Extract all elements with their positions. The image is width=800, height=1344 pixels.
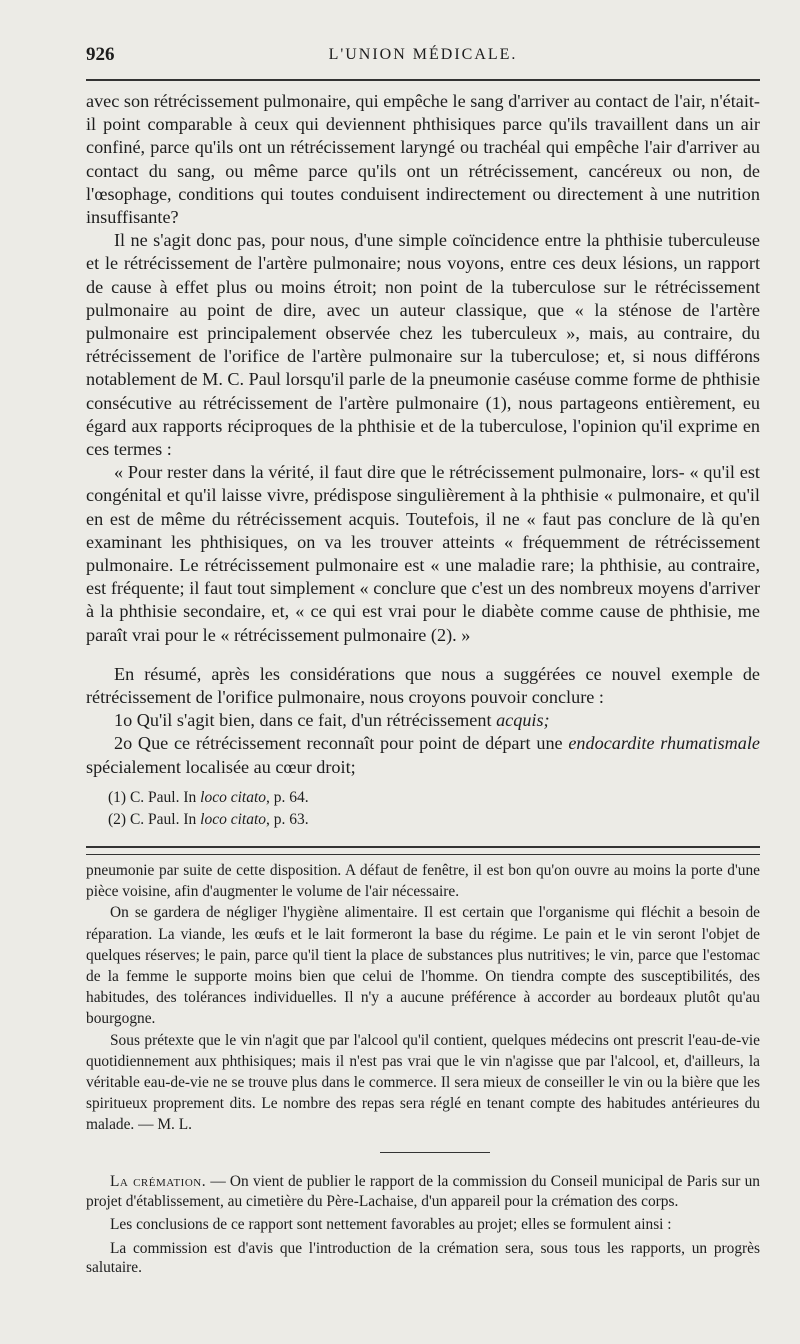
footnote: (2) C. Paul. In loco citato, p. 63. — [108, 810, 309, 828]
header-rule — [86, 79, 760, 81]
page-number: 926 — [86, 44, 115, 65]
paragraph: pneumonie par suite de cette disposition. A défaut de fenêtre, il est bon qu'on ouvre au moins la porte d'une pièce voisine, afin d'augmenter le volume de l'air nécessaire. — [86, 862, 760, 901]
cremation-news — [86, 1172, 760, 1282]
paragraph: La commission est d'avis que l'introduction de la crémation sera, sous tous les rapports, un progrès salutaire. — [86, 1239, 760, 1276]
footnote: (1) C. Paul. In loco citato, p. 64. — [108, 788, 309, 806]
running-title: L'UNION MÉDICALE. — [328, 46, 518, 63]
news-title: La crémation. — [110, 1173, 207, 1190]
short-divider — [380, 1152, 490, 1153]
footnotes — [86, 787, 760, 831]
quotation: « Pour rester dans la vérité, il faut dire que le rétrécissement pulmonaire, lors- « qu'il est congénital et qu'il laisse vivre, prédispose singulièrement à la phthisie « pulmonaire, et qu'il en est de même du rétrécissement acquis. Toutefois, il ne « faut pas conclure de là qu'en examinant les phthisiques, on va les trouver atteints « fréquemment de rétrécissement pulmonaire. Le rétrécissement pulmonaire est « une maladie rare; la phthisie, au contraire, est fréquente; il faut tout simplement « conclure que c'est un des nombreux moyens d'arriver à la phthisie secondaire, et, « ce qui est vrai pour le diabète comme cause de phthisie, me paraît vrai pour le « rétrécissement pulmonaire (2). » — [86, 462, 760, 645]
paragraph: Les conclusions de ce rapport sont nettement favorables au projet; elles se formulent ainsi : — [110, 1216, 672, 1233]
page-header — [86, 44, 760, 74]
paragraph: avec son rétrécissement pulmonaire, qui empêche le sang d'arriver au contact de l'air, n'était-il point comparable à ceux qui deviennent phthisiques parce qu'ils travaillent dans un air confiné, parce qu'ils ont un rétrécissement laryngé ou trachéal qui empêche l'air d'arriver au contact du sang, ou même parce qu'ils ont un rétrécissement, cancéreux ou non, de l'œsophage, conditions qui toutes conduisent indirectement ou directement à une nutrition insuffisante? — [86, 91, 760, 228]
main-article — [86, 90, 760, 831]
paragraph: Il ne s'agit donc pas, pour nous, d'une simple coïncidence entre la phthisie tuberculeuse et le rétrécissement de l'artère pulmonaire; nous voyons, entre ces deux lésions, un rapport de cause à effet plus ou moins étroit; non point de la tuberculose sur le rétrécissement pulmonaire au point de dire, avec un auteur classique, que « la sténose de l'artère pulmonaire est principalement observée chez les tuberculeux », mais, au contraire, du rétrécissement de l'orifice de l'artère pulmonaire sur la tuberculose; et, si nous différons notablement de M. C. Paul lorsqu'il parle de la pneumonie caséuse comme forme de phthisie consécutive au rétrécissement de l'artère pulmonaire (1), nous partageons entièrement, eu égard aux rapports réciproques de la phthisie et de la tuberculose, l'opinion qu'il exprime en ces termes : — [86, 230, 761, 460]
conclusion-item: 1o Qu'il s'agit bien, dans ce fait, d'un rétrécissement acquis; — [114, 710, 550, 731]
section-divider — [86, 846, 760, 855]
feuilleton-text — [86, 860, 760, 1136]
conclusion-item: 2o Que ce rétrécissement reconnaît pour point de départ une endocardite rhumatismale spécialement localisée au cœur droit; — [86, 733, 760, 777]
paragraph: La crémation. — On vient de publier le rapport de la commission du Conseil municipal de Paris sur un projet d'établissement, au cimetière du Père-Lachaise, d'un appareil pour la crémation des corps. — [86, 1173, 760, 1210]
paragraph: On se gardera de négliger l'hygiène alimentaire. Il est certain que l'organisme qui fléchit a besoin de réparation. La viande, les œufs et le lait formeront la base du régime. Le pain et le vin seront l'objet de quelques réserves; le pain, parce qu'il tient la place de substances plus nutritives; le vin, parce que l'estomac de la femme le supporte moins bien que celui de l'homme. On tiendra compte des susceptibilités, des habitudes, des tolérances individuelles. Il n'y a aucune préférence à accorder au bordeaux plutôt qu'au bourgogne. — [86, 904, 760, 1028]
paragraph: En résumé, après les considérations que nous a suggérées ce nouvel exemple de rétrécissement de l'orifice pulmonaire, nous croyons pouvoir conclure : — [86, 663, 760, 708]
paragraph: Sous prétexte que le vin n'agit que par l'alcool qu'il contient, quelques médecins ont prescrit l'eau-de-vie quotidiennement aux phthisiques; mais il n'est pas vrai que le vin n'agisse que par l'alcool, et, d'ailleurs, la véritable eau-de-vie ne se trouve plus dans le commerce. Il sera mieux de conseiller le vin ou la bière que les spiritueux proprement dits. Le nombre des repas sera réglé en tenant compte des habitudes antérieures du malade. — M. L. — [86, 1031, 760, 1134]
